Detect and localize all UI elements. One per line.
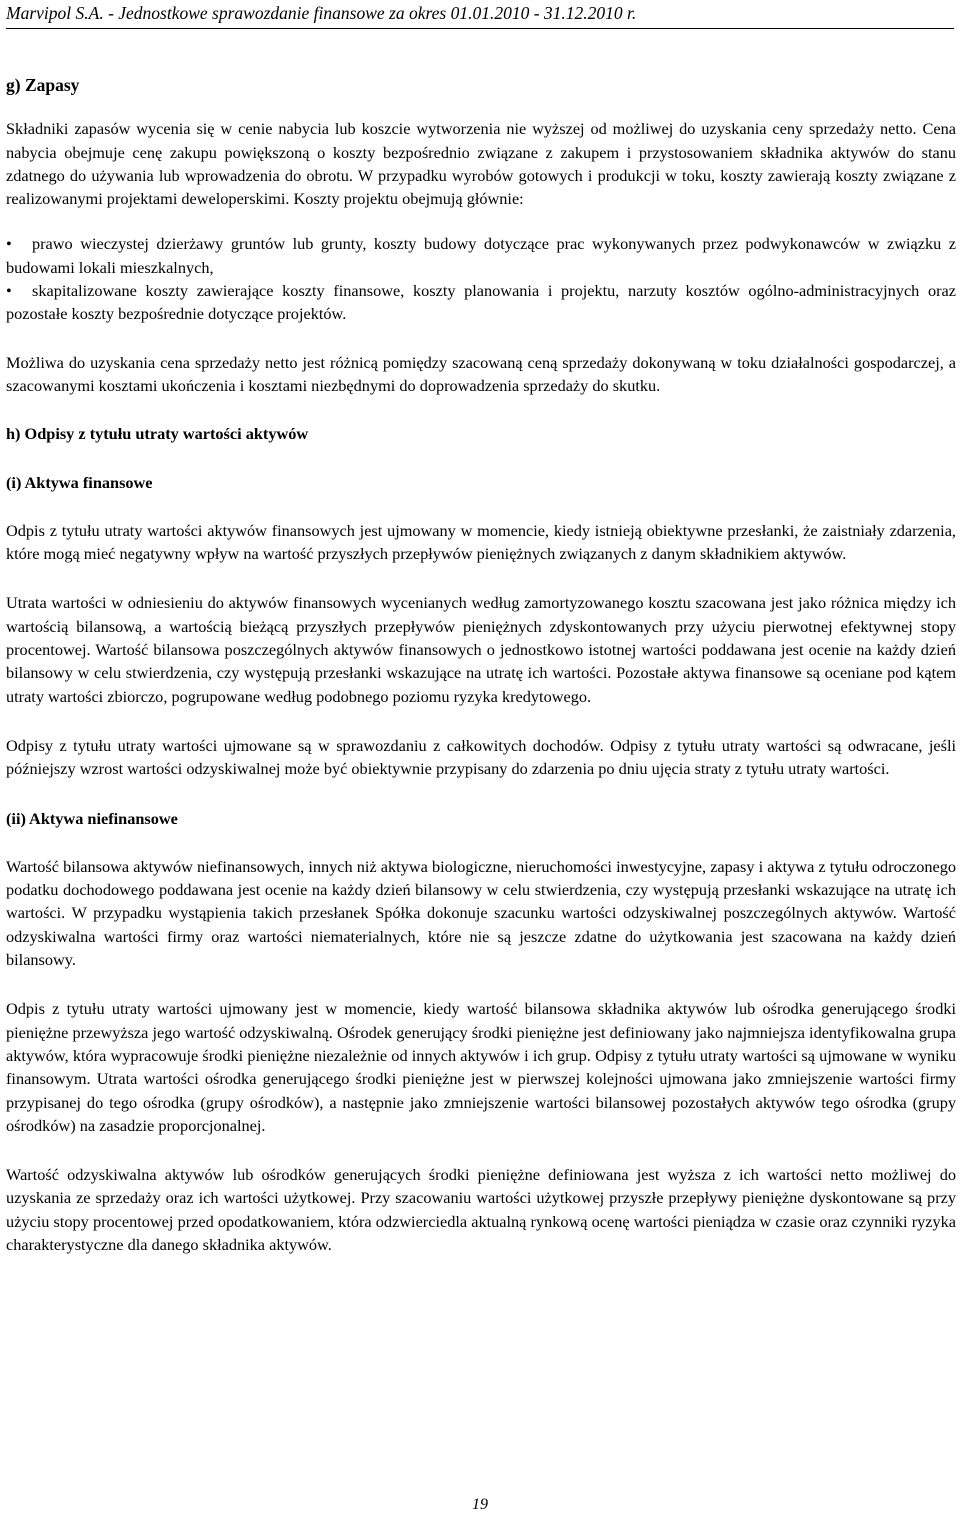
section-h-heading: h) Odpisy z tytułu utraty wartości aktywów [6,424,309,444]
subsection-i-paragraph-3: Odpisy z tytułu utraty wartości ujmowane są w sprawozdaniu z całkowitych dochodów. Odpisy z tytułu utraty wartości są odwracane, jeśli późniejszy wzrost wartości odzyskiwalnej może być obiektywnie przypisany do zdarzenia po dniu ujęcia straty z tytułu utraty wartości. [6,735,956,779]
subsection-i-paragraph-1: Odpis z tytułu utraty wartości aktywów finansowych jest ujmowany w momencie, kiedy istnieją obiektywne przesłanki, że zaistniały zdarzenia, które mogą mieć negatywny wpływ na wartość przyszłych przepływów pieniężnych związanych z danym składnikiem aktywów. [6,520,956,564]
header-divider [6,28,954,29]
bullet-icon: • [6,234,12,254]
subsection-i-paragraph-2: Utrata wartości w odniesieniu do aktywów finansowych wycenianych według zamortyzowanego kosztu szacowana jest jako różnica między ich wartością bilansową, a wartością bieżącą przyszłych przepływów pieniężnych zdyskontowanych przy użyciu pierwotnej efektywnej stopy procentowej. Wartość bilansowa poszczególnych aktywów finansowych o jednostkowo istotnej wartości poddawana jest ocenie na każdy dzień bilansowy w celu stwierdzenia, czy występują przesłanki wskazujące na utratę ich wartości. Pozostałe aktywa finansowe są oceniane pod kątem utraty wartości zbiorczo, pogrupowane według podobnego poziomu ryzyka kredytowego. [6,593,956,706]
bullet-item [6,232,956,279]
running-header: Marvipol S.A. - Jednostkowe sprawozdanie finansowe za okres 01.01.2010 - 31.12.2010 r. [6,3,637,23]
subsection-ii-paragraph-1: Wartość bilansowa aktywów niefinansowych, innych niż aktywa biologiczne, nieruchomości inwestycyjne, zapasy i aktywa z tytułu odroczonego podatku dochodowego poddawana jest ocenie na każdy dzień bilansowy w celu stwierdzenia, czy występują przesłanki wskazujące na utratę ich wartości. W przypadku wystąpienia takich przesłanek Spółka dokonuje szacunku wartości odzyskiwalnej poszczególnych aktywów. Wartość odzyskiwalna wartości firmy oraz wartości niematerialnych, które nie są jeszcze zdatne do użytkowania jest szacowana na każdy dzień bilansowy. [6,856,956,970]
bullet-text: prawo wieczystej dzierżawy gruntów lub grunty, koszty budowy dotyczące prac wykonywanych przez podwykonawców w związku z budowami lokali mieszkalnych, [6,234,956,277]
subsection-i-heading: (i) Aktywa finansowe [6,472,153,492]
document-body [6,74,956,1256]
subsection-ii-paragraph-3: Wartość odzyskiwalna aktywów lub ośrodków generujących środki pieniężne definiowana jest wyższa z ich wartości netto możliwej do uzyskania ze sprzedaży oraz ich wartości użytkowej. Przy szacowaniu wartości użytkowej przyszłe przepływy pieniężne dyskontowane są przy użyciu stopy procentowej przed opodatkowaniem, która odzwierciedla aktualną rynkową ocenę wartości pieniądza w czasie oraz czynniki ryzyka charakterystyczne dla danego składnika aktywów. [6,1165,956,1254]
section-g-paragraph-2: Możliwa do uzyskania cena sprzedaży netto jest różnicą pomiędzy szacowaną ceną sprzedaży dokonywaną w toku działalności gospodarczej, a szacowanymi kosztami ukończenia i kosztami niezbędnymi do doprowadzenia sprzedaży do skutku. [6,352,956,395]
bullet-item [6,279,956,326]
subsection-ii-heading: (ii) Aktywa niefinansowe [6,808,178,828]
page-number: 19 [472,1496,488,1513]
bullet-icon: • [6,281,12,301]
section-g-paragraph-1: Składniki zapasów wycenia się w cenie nabycia lub koszcie wytworzenia nie wyższej od możliwej do uzyskania ceny sprzedaży netto. Cena nabycia obejmuje cenę zakupu powiększoną o koszty bezpośrednio związane z zakupem i przystosowaniem składnika aktywów do stanu zdatnego do używania lub wprowadzenia do obrotu. W przypadku wyrobów gotowych i produkcji w toku, koszty zawierają koszty związane z realizowanymi projektami deweloperskimi. Koszty projektu obejmują głównie: [6,119,956,209]
section-g-heading: g) Zapasy [6,75,80,95]
bullet-text: skapitalizowane koszty zawierające koszty finansowe, koszty planowania i projektu, narzuty kosztów ogólno-administracyjnych oraz pozostałe koszty bezpośrednie dotyczące projektów. [6,281,956,324]
subsection-ii-paragraph-2: Odpis z tytułu utraty wartości ujmowany jest w momencie, kiedy wartość bilansowa składnika aktywów lub ośrodka generującego środki pieniężne przewyższa jego wartość odzyskiwalną. Ośrodek generujący środki pieniężne jest definiowany jako najmniejsza identyfikowalna grupa aktywów, która wypracowuje środki pieniężne niezależnie od innych aktywów i ich grup. Odpisy z tytułu utraty wartości są ujmowane w wyniku finansowym. Utrata wartości ośrodka generującego środki pieniężne jest w pierwszej kolejności ujmowana jako zmniejszenie wartości firmy przypisanej do tego ośrodka (grupy ośrodków), a następnie jako zmniejszenie wartości bilansowej pozostałych aktywów tego ośrodka (grupy ośrodków) na zasadzie proporcjonalnej. [6,999,956,1135]
